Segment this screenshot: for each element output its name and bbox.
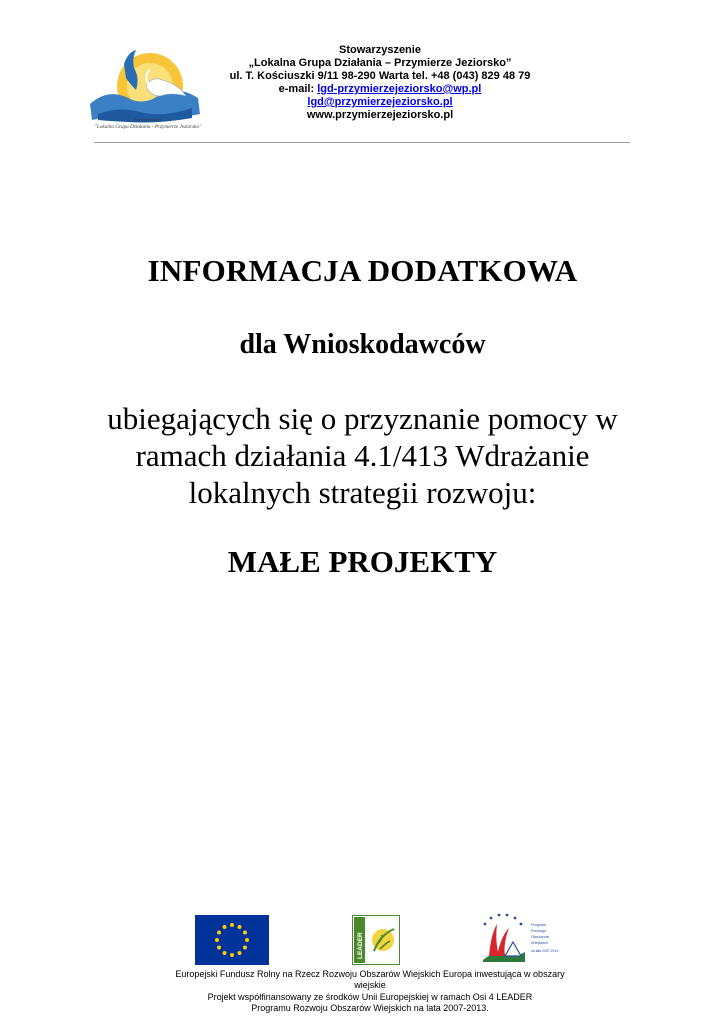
header-org-type: Stowarzyszenie [339, 44, 421, 56]
header-email-line [200, 83, 560, 96]
eu-star-icon [245, 938, 249, 942]
description-line: ubiegających się o przyznanie pomocy w [107, 401, 618, 436]
prow-text-line: na lata 2007-2013 [531, 949, 559, 953]
eu-star-icon [230, 953, 234, 957]
header-divider [94, 142, 630, 143]
email-label: e-mail: [278, 83, 315, 95]
footer-line: Europejski Fundusz Rolny na Rzecz Rozwoju Obszarów Wiejskich Europa inwestująca w obszary [175, 969, 565, 979]
footer-line: Projekt współfinansowany ze środków Unii Europejskiej w ramach Osi 4 LEADER [207, 992, 533, 1002]
logo-caption-org: Stowarzyszenie [134, 117, 162, 122]
prow-logo-icon [475, 910, 565, 970]
description-line: ramach działania 4.1/413 Wdrażanie [135, 438, 590, 473]
eu-flag-icon [195, 915, 269, 965]
prow-text-line: Wiejskich [531, 940, 548, 945]
header-org-name: „Lokalna Grupa Działania – Przymierze Jeziorsko” [248, 57, 512, 69]
prow-text-line: Rozwoju [531, 928, 547, 933]
eu-star-icon [238, 925, 242, 929]
project-type-heading: MAŁE PROJEKTY [227, 544, 498, 579]
prow-text-line: Program [531, 922, 547, 927]
header-email-line-2 [200, 96, 560, 109]
leader-logo-text: LEADER [357, 932, 364, 959]
eu-star-icon [230, 923, 234, 927]
logo-caption-name: "Lokalna Grupa Działania - Przymierze Jeziorsko" [94, 124, 202, 130]
leader-logo-icon [352, 915, 400, 965]
header-address: ul. T. Kościuszki 9/11 98-290 Warta tel. +48 (043) 829 48 79 [229, 70, 531, 82]
eu-star-icon [217, 931, 221, 935]
eu-star-icon [223, 925, 227, 929]
eu-star-icon [238, 951, 242, 955]
description [0, 400, 725, 511]
footer-line: wiejskie [354, 980, 386, 990]
eu-star-icon [223, 951, 227, 955]
eu-star-icon [243, 946, 247, 950]
eu-star-icon [217, 946, 221, 950]
email-link-secondary[interactable]: lgd@przymierzejeziorsko.pl [307, 96, 453, 108]
eu-star-icon [215, 938, 219, 942]
footer-line: Programu Rozwoju Obszarów Wiejskich na lata 2007-2013. [251, 1003, 489, 1013]
prow-text-line: Obszarów [531, 934, 550, 939]
header-website: www.przymierzejeziorsko.pl [306, 109, 454, 121]
page-subtitle: dla Wnioskodawców [239, 329, 486, 360]
page-title: INFORMACJA DODATKOWA [147, 253, 578, 288]
description-line: lokalnych strategii rozwoju: [188, 475, 537, 510]
email-link-primary[interactable]: lgd-przymierzejeziorsko@wp.pl [317, 83, 482, 95]
eu-star-icon [243, 931, 247, 935]
